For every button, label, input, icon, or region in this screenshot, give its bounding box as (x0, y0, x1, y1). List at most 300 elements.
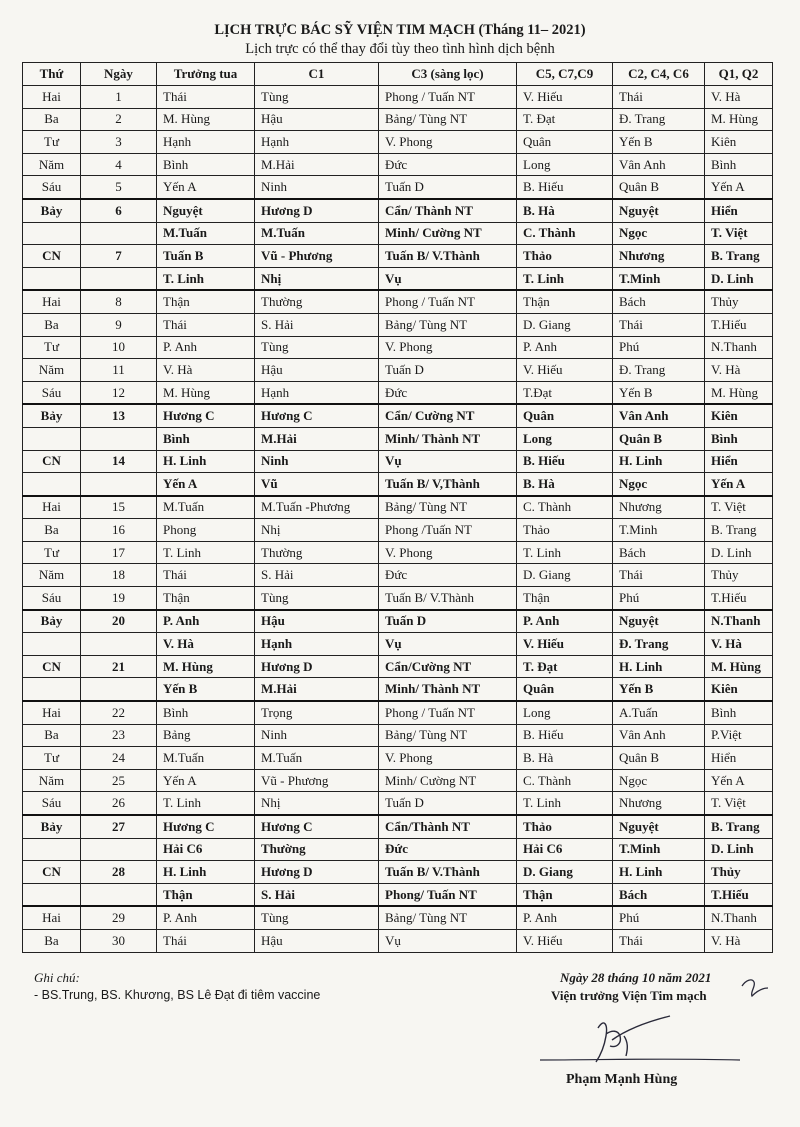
cell-ngay: 18 (81, 564, 157, 587)
cell-c2-c4-c6: H. Linh (613, 655, 705, 678)
cell-thu: Ba (23, 313, 81, 336)
cell-c2-c4-c6: T.Minh (613, 838, 705, 861)
cell-c1: Hương D (255, 861, 379, 884)
cell-truong-tua: Hương C (157, 404, 255, 427)
cell-ngay: 2 (81, 108, 157, 131)
cell-c3: Phong / Tuấn NT (379, 86, 517, 109)
cell-q1-q2: V. Hà (705, 359, 773, 382)
cell-c1: Ninh (255, 724, 379, 747)
cell-c2-c4-c6: Vân Anh (613, 404, 705, 427)
cell-truong-tua: Bình (157, 153, 255, 176)
cell-c5-c7-c9: C. Thành (517, 496, 613, 519)
cell-c2-c4-c6: Quân B (613, 427, 705, 450)
signature-role: Viện trưởng Viện Tim mạch (551, 988, 707, 1003)
cell-ngay: 28 (81, 861, 157, 884)
cell-c2-c4-c6: Yến B (613, 678, 705, 701)
cell-c5-c7-c9: Quân (517, 678, 613, 701)
cell-ngay: 17 (81, 541, 157, 564)
cell-q1-q2: D. Linh (705, 267, 773, 290)
cell-c3: Phong / Tuấn NT (379, 290, 517, 313)
cell-q1-q2: Thủy (705, 861, 773, 884)
cell-c5-c7-c9: V. Hiếu (517, 359, 613, 382)
notes-item: - BS.Trung, BS. Khương, BS Lê Đạt đi tiêm vaccine (34, 988, 321, 1002)
column-header-q1-q2: Q1, Q2 (705, 63, 773, 86)
cell-q1-q2: T. Việt (705, 496, 773, 519)
signature-name: Phạm Mạnh Hùng (566, 1072, 678, 1087)
cell-c2-c4-c6: Đ. Trang (613, 359, 705, 382)
cell-ngay: 24 (81, 747, 157, 770)
cell-thu: Năm (23, 153, 81, 176)
cell-q1-q2: B. Trang (705, 519, 773, 542)
cell-c1: Hương C (255, 404, 379, 427)
cell-q1-q2: Bình (705, 701, 773, 724)
cell-ngay: 7 (81, 245, 157, 268)
cell-truong-tua: Yến A (157, 176, 255, 199)
cell-c3: Minh/ Thành NT (379, 678, 517, 701)
cell-truong-tua: M.Tuấn (157, 747, 255, 770)
cell-q1-q2: T. Việt (705, 792, 773, 815)
cell-ngay: 19 (81, 587, 157, 610)
cell-thu: Tư (23, 747, 81, 770)
cell-c2-c4-c6: Ngọc (613, 473, 705, 496)
cell-c2-c4-c6: Thái (613, 86, 705, 109)
cell-thu: Bảy (23, 610, 81, 633)
cell-truong-tua: V. Hà (157, 359, 255, 382)
cell-c5-c7-c9: C. Thành (517, 222, 613, 245)
cell-truong-tua: M.Tuấn (157, 496, 255, 519)
cell-ngay: 30 (81, 929, 157, 952)
cell-c5-c7-c9: P. Anh (517, 610, 613, 633)
cell-c2-c4-c6: Yến B (613, 381, 705, 404)
cell-truong-tua: M.Tuấn (157, 222, 255, 245)
cell-c3: Tuấn B/ V.Thành (379, 861, 517, 884)
cell-c1: Vũ - Phương (255, 245, 379, 268)
cell-c1: Nhị (255, 267, 379, 290)
cell-c5-c7-c9: Thảo (517, 519, 613, 542)
cell-c1: M.Hải (255, 153, 379, 176)
cell-q1-q2: Hiển (705, 450, 773, 473)
cell-q1-q2: V. Hà (705, 929, 773, 952)
cell-ngay: 1 (81, 86, 157, 109)
cell-thu: Sáu (23, 381, 81, 404)
cell-q1-q2: N.Thanh (705, 610, 773, 633)
cell-c2-c4-c6: Nhương (613, 792, 705, 815)
cell-c5-c7-c9: T. Linh (517, 792, 613, 815)
cell-truong-tua: Tuấn B (157, 245, 255, 268)
cell-c5-c7-c9: P. Anh (517, 906, 613, 929)
cell-c5-c7-c9: Thận (517, 883, 613, 906)
cell-c1: Nhị (255, 792, 379, 815)
cell-thu: Ba (23, 929, 81, 952)
cell-c5-c7-c9: B. Hiếu (517, 176, 613, 199)
cell-truong-tua: T. Linh (157, 792, 255, 815)
cell-ngay: 8 (81, 290, 157, 313)
cell-thu: Bảy (23, 404, 81, 427)
cell-q1-q2: Kiên (705, 678, 773, 701)
cell-c5-c7-c9: T. Linh (517, 267, 613, 290)
cell-c2-c4-c6: Phú (613, 336, 705, 359)
cell-c5-c7-c9: T. Đạt (517, 655, 613, 678)
cell-truong-tua: Yến A (157, 473, 255, 496)
cell-c2-c4-c6: Nguyệt (613, 815, 705, 838)
cell-truong-tua: P. Anh (157, 906, 255, 929)
cell-thu: CN (23, 655, 81, 678)
cell-c5-c7-c9: B. Hà (517, 199, 613, 222)
cell-c2-c4-c6: T.Minh (613, 519, 705, 542)
cell-truong-tua: P. Anh (157, 610, 255, 633)
cell-c2-c4-c6: Thái (613, 929, 705, 952)
cell-c1: S. Hải (255, 883, 379, 906)
cell-c3: Bảng/ Tùng NT (379, 313, 517, 336)
cell-c3: Bảng/ Tùng NT (379, 108, 517, 131)
cell-truong-tua: Hương C (157, 815, 255, 838)
cell-truong-tua: Yến A (157, 769, 255, 792)
cell-truong-tua: Thái (157, 929, 255, 952)
cell-c5-c7-c9: Quân (517, 131, 613, 154)
cell-q1-q2: T.Hiếu (705, 883, 773, 906)
cell-truong-tua: Bình (157, 427, 255, 450)
cell-c3: Cẩn/Thành NT (379, 815, 517, 838)
cell-thu: Tư (23, 541, 81, 564)
cell-truong-tua: Hạnh (157, 131, 255, 154)
cell-c2-c4-c6: Vân Anh (613, 153, 705, 176)
cell-ngay: 5 (81, 176, 157, 199)
cell-c3: Phong /Tuấn NT (379, 519, 517, 542)
cell-c3: Cẩn/ Thành NT (379, 199, 517, 222)
cell-c1: Hương D (255, 199, 379, 222)
cell-c1: Hậu (255, 929, 379, 952)
cell-thu: Hai (23, 290, 81, 313)
cell-c3: Vụ (379, 929, 517, 952)
cell-q1-q2: V. Hà (705, 633, 773, 656)
cell-c3: Tuấn D (379, 176, 517, 199)
cell-c5-c7-c9: D. Giang (517, 313, 613, 336)
cell-ngay: 6 (81, 199, 157, 222)
column-header-c5-c7-c9: C5, C7,C9 (517, 63, 613, 86)
cell-c1: M.Tuấn -Phương (255, 496, 379, 519)
cell-q1-q2: Kiên (705, 131, 773, 154)
cell-c2-c4-c6: Ngọc (613, 769, 705, 792)
cell-c2-c4-c6: Phú (613, 906, 705, 929)
cell-c5-c7-c9: V. Hiếu (517, 86, 613, 109)
cell-q1-q2: Thủy (705, 564, 773, 587)
cell-q1-q2: Hiển (705, 199, 773, 222)
cell-c1: M.Tuấn (255, 747, 379, 770)
cell-truong-tua: Thận (157, 587, 255, 610)
cell-c2-c4-c6: Quân B (613, 176, 705, 199)
cell-c3: Phong / Tuấn NT (379, 701, 517, 724)
cell-c3: Cẩn/Cường NT (379, 655, 517, 678)
cell-ngay: 15 (81, 496, 157, 519)
cell-c1: Hương C (255, 815, 379, 838)
cell-thu: Hai (23, 906, 81, 929)
cell-c1: Tùng (255, 86, 379, 109)
cell-c1: Thường (255, 290, 379, 313)
cell-c1: Hạnh (255, 381, 379, 404)
cell-c2-c4-c6: Bách (613, 290, 705, 313)
notes-title: Ghi chú: (34, 970, 80, 985)
cell-c5-c7-c9: D. Giang (517, 861, 613, 884)
cell-c3: Minh/ Thành NT (379, 427, 517, 450)
cell-c5-c7-c9: Thận (517, 587, 613, 610)
cell-truong-tua: Thái (157, 313, 255, 336)
cell-truong-tua: Thái (157, 86, 255, 109)
cell-q1-q2: Yến A (705, 473, 773, 496)
cell-q1-q2: V. Hà (705, 86, 773, 109)
cell-c3: Tuấn B/ V.Thành (379, 245, 517, 268)
cell-c3: Minh/ Cường NT (379, 769, 517, 792)
cell-c3: Minh/ Cường NT (379, 222, 517, 245)
cell-thu: Bảy (23, 815, 81, 838)
cell-c5-c7-c9: V. Hiếu (517, 633, 613, 656)
cell-truong-tua: Nguyệt (157, 199, 255, 222)
column-header-ngay: Ngày (81, 63, 157, 86)
cell-c2-c4-c6: Nhương (613, 496, 705, 519)
cell-c3: Đức (379, 381, 517, 404)
cell-truong-tua: Thái (157, 564, 255, 587)
cell-c2-c4-c6: Nguyệt (613, 610, 705, 633)
cell-c2-c4-c6: Bách (613, 883, 705, 906)
cell-truong-tua: T. Linh (157, 541, 255, 564)
cell-ngay: 13 (81, 404, 157, 427)
cell-truong-tua: M. Hùng (157, 655, 255, 678)
cell-c1: S. Hải (255, 313, 379, 336)
cell-truong-tua: P. Anh (157, 336, 255, 359)
cell-c3: Phong/ Tuấn NT (379, 883, 517, 906)
cell-c3: Cẩn/ Cường NT (379, 404, 517, 427)
cell-thu: CN (23, 861, 81, 884)
cell-thu: Năm (23, 564, 81, 587)
cell-q1-q2: Thủy (705, 290, 773, 313)
cell-c5-c7-c9: B. Hà (517, 747, 613, 770)
cell-ngay: 25 (81, 769, 157, 792)
cell-c1: Thường (255, 838, 379, 861)
cell-c1: Tùng (255, 336, 379, 359)
cell-thu: Ba (23, 108, 81, 131)
cell-c1: Ninh (255, 450, 379, 473)
cell-c1: Hậu (255, 359, 379, 382)
cell-truong-tua: Yến B (157, 678, 255, 701)
cell-c2-c4-c6: Thái (613, 313, 705, 336)
cell-truong-tua: Bảng (157, 724, 255, 747)
cell-q1-q2: T. Việt (705, 222, 773, 245)
cell-c5-c7-c9: V. Hiếu (517, 929, 613, 952)
cell-c3: Tuấn D (379, 359, 517, 382)
cell-thu: Hai (23, 86, 81, 109)
cell-c1: Tùng (255, 906, 379, 929)
cell-c3: V. Phong (379, 131, 517, 154)
cell-ngay: 27 (81, 815, 157, 838)
cell-thu: Ba (23, 724, 81, 747)
cell-thu: Năm (23, 359, 81, 382)
cell-c2-c4-c6: H. Linh (613, 450, 705, 473)
cell-c5-c7-c9: Thảo (517, 815, 613, 838)
cell-q1-q2: Kiên (705, 404, 773, 427)
cell-c3: Vụ (379, 450, 517, 473)
cell-c2-c4-c6: Nhương (613, 245, 705, 268)
cell-q1-q2: M. Hùng (705, 655, 773, 678)
cell-thu: Bảy (23, 199, 81, 222)
cell-c1: Hạnh (255, 633, 379, 656)
cell-c5-c7-c9: Quân (517, 404, 613, 427)
column-header-truong-tua: Trưởng tua (157, 63, 255, 86)
cell-c3: Đức (379, 153, 517, 176)
cell-c5-c7-c9: P. Anh (517, 336, 613, 359)
cell-c2-c4-c6: T.Minh (613, 267, 705, 290)
cell-ngay: 9 (81, 313, 157, 336)
cell-thu: Hai (23, 496, 81, 519)
cell-q1-q2: D. Linh (705, 838, 773, 861)
cell-c2-c4-c6: A.Tuấn (613, 701, 705, 724)
cell-c1: Thường (255, 541, 379, 564)
cell-c5-c7-c9: C. Thành (517, 769, 613, 792)
cell-c3: Tuấn D (379, 792, 517, 815)
cell-q1-q2: B. Trang (705, 245, 773, 268)
cell-c2-c4-c6: Phú (613, 587, 705, 610)
cell-c5-c7-c9: B. Hiếu (517, 724, 613, 747)
cell-truong-tua: Bình (157, 701, 255, 724)
cell-q1-q2: M. Hùng (705, 108, 773, 131)
cell-c3: Tuấn B/ V.Thành (379, 587, 517, 610)
cell-ngay: 12 (81, 381, 157, 404)
cell-c5-c7-c9: Hải C6 (517, 838, 613, 861)
cell-q1-q2: D. Linh (705, 541, 773, 564)
cell-q1-q2: P.Việt (705, 724, 773, 747)
cell-c2-c4-c6: Thái (613, 564, 705, 587)
cell-c1: M.Hải (255, 427, 379, 450)
cell-truong-tua: V. Hà (157, 633, 255, 656)
cell-ngay: 21 (81, 655, 157, 678)
cell-c5-c7-c9: D. Giang (517, 564, 613, 587)
cell-c3: Tuấn D (379, 610, 517, 633)
cell-ngay: 20 (81, 610, 157, 633)
cell-q1-q2: T.Hiếu (705, 587, 773, 610)
cell-c5-c7-c9: T. Đạt (517, 108, 613, 131)
cell-thu: Tư (23, 131, 81, 154)
cell-truong-tua: M. Hùng (157, 108, 255, 131)
cell-c5-c7-c9: Thận (517, 290, 613, 313)
cell-c3: Tuấn B/ V,Thành (379, 473, 517, 496)
cell-c3: Bảng/ Tùng NT (379, 906, 517, 929)
column-header-c3: C3 (sàng lọc) (379, 63, 517, 86)
cell-c5-c7-c9: Long (517, 153, 613, 176)
cell-c5-c7-c9: Long (517, 701, 613, 724)
cell-q1-q2: N.Thanh (705, 906, 773, 929)
cell-c3: Vụ (379, 633, 517, 656)
cell-q1-q2: B. Trang (705, 815, 773, 838)
page-title: LỊCH TRỰC BÁC SỸ VIỆN TIM MẠCH (Tháng 11– 2021) (214, 22, 586, 38)
cell-c2-c4-c6: Đ. Trang (613, 633, 705, 656)
cell-c5-c7-c9: B. Hà (517, 473, 613, 496)
cell-c1: M.Hải (255, 678, 379, 701)
cell-truong-tua: Thận (157, 290, 255, 313)
cell-c2-c4-c6: Quân B (613, 747, 705, 770)
cell-ngay: 22 (81, 701, 157, 724)
cell-q1-q2: T.Hiếu (705, 313, 773, 336)
cell-q1-q2: Bình (705, 153, 773, 176)
cell-thu: Sáu (23, 587, 81, 610)
cell-q1-q2: M. Hùng (705, 381, 773, 404)
cell-ngay: 3 (81, 131, 157, 154)
cell-q1-q2: N.Thanh (705, 336, 773, 359)
cell-c2-c4-c6: Ngọc (613, 222, 705, 245)
cell-c1: Hậu (255, 108, 379, 131)
cell-thu: Ba (23, 519, 81, 542)
cell-c1: Tùng (255, 587, 379, 610)
cell-c1: Trọng (255, 701, 379, 724)
cell-truong-tua: M. Hùng (157, 381, 255, 404)
cell-truong-tua: H. Linh (157, 861, 255, 884)
cell-c3: Đức (379, 838, 517, 861)
cell-c5-c7-c9: Thảo (517, 245, 613, 268)
cell-truong-tua: T. Linh (157, 267, 255, 290)
cell-c5-c7-c9: Long (517, 427, 613, 450)
cell-c1: Nhị (255, 519, 379, 542)
cell-c1: Hậu (255, 610, 379, 633)
cell-c3: V. Phong (379, 541, 517, 564)
page-subtitle: Lịch trực có thể thay đổi tùy theo tình hình dịch bệnh (245, 41, 555, 57)
cell-c2-c4-c6: Đ. Trang (613, 108, 705, 131)
column-header-c1: C1 (255, 63, 379, 86)
cell-truong-tua: Phong (157, 519, 255, 542)
cell-thu: CN (23, 245, 81, 268)
cell-c1: Vũ (255, 473, 379, 496)
column-header-thu: Thứ (23, 63, 81, 86)
cell-thu: Sáu (23, 792, 81, 815)
cell-c5-c7-c9: B. Hiếu (517, 450, 613, 473)
cell-c5-c7-c9: T. Linh (517, 541, 613, 564)
cell-ngay: 29 (81, 906, 157, 929)
cell-c3: V. Phong (379, 747, 517, 770)
cell-c2-c4-c6: Yến B (613, 131, 705, 154)
cell-c1: Hạnh (255, 131, 379, 154)
cell-q1-q2: Yến A (705, 769, 773, 792)
cell-truong-tua: Thận (157, 883, 255, 906)
cell-c1: Vũ - Phương (255, 769, 379, 792)
cell-thu: Sáu (23, 176, 81, 199)
column-header-c2-c4-c6: C2, C4, C6 (613, 63, 705, 86)
cell-c1: Hương D (255, 655, 379, 678)
cell-c3: Bảng/ Tùng NT (379, 724, 517, 747)
cell-thu: Tư (23, 336, 81, 359)
cell-q1-q2: Bình (705, 427, 773, 450)
cell-c3: Vụ (379, 267, 517, 290)
cell-thu: Hai (23, 701, 81, 724)
cell-c1: S. Hải (255, 564, 379, 587)
cell-c1: M.Tuấn (255, 222, 379, 245)
cell-ngay: 23 (81, 724, 157, 747)
cell-c3: V. Phong (379, 336, 517, 359)
cell-c5-c7-c9: T.Đạt (517, 381, 613, 404)
cell-q1-q2: Hiển (705, 747, 773, 770)
cell-thu: Năm (23, 769, 81, 792)
cell-truong-tua: Hải C6 (157, 838, 255, 861)
cell-ngay: 4 (81, 153, 157, 176)
cell-ngay: 26 (81, 792, 157, 815)
cell-q1-q2: Yến A (705, 176, 773, 199)
cell-c3: Bảng/ Tùng NT (379, 496, 517, 519)
cell-c2-c4-c6: Vân Anh (613, 724, 705, 747)
cell-c2-c4-c6: Nguyệt (613, 199, 705, 222)
cell-truong-tua: H. Linh (157, 450, 255, 473)
cell-ngay: 11 (81, 359, 157, 382)
cell-ngay: 16 (81, 519, 157, 542)
cell-ngay: 10 (81, 336, 157, 359)
cell-thu: CN (23, 450, 81, 473)
signature-date: Ngày 28 tháng 10 năm 2021 (560, 970, 712, 985)
cell-c2-c4-c6: H. Linh (613, 861, 705, 884)
cell-c2-c4-c6: Bách (613, 541, 705, 564)
